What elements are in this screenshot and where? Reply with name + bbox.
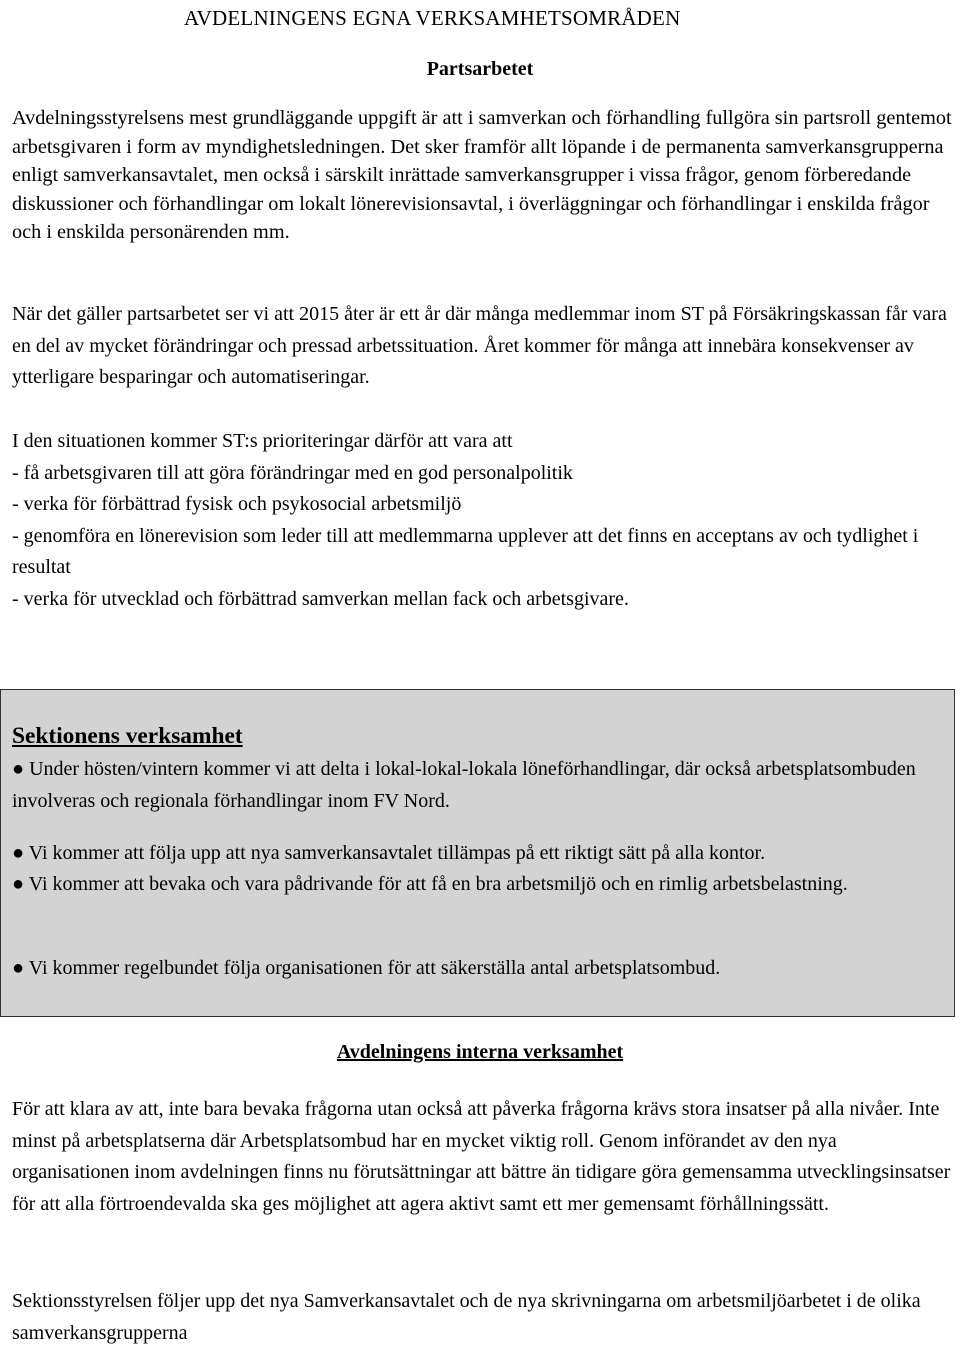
priority-item: - verka för förbättrad fysisk och psykosocial arbetsmiljö [12, 493, 462, 515]
partsarbetet-paragraph-2: När det gäller partsarbetet ser vi att 2015 åter är ett år där många medlemmar inom ST på Försäkringskassan får vara en del av mycket förändringar och pressad arbetssituation. Året kommer för många att innebära konsekvenser av ytterligare besparingar och automatiseringar. [12, 303, 947, 388]
priorities-intro: I den situationen kommer ST:s prioriteringar därför att vara att [12, 430, 513, 452]
interna-paragraph-2: Sektionsstyrelsen följer upp det nya Samverkansavtalet och de nya skrivningarna om arbetsmiljöarbetet i de olika samverkansgrupperna [12, 1290, 921, 1344]
sektionens-bullet: ● Vi kommer regelbundet följa organisationen för att säkerställa antal arbetsplatsombud. [12, 957, 721, 979]
interna-heading: Avdelningens interna verksamhet [336, 1041, 624, 1063]
sektionens-bullet: ● Vi kommer att bevaka och vara pådrivande för att få en bra arbetsmiljö och en rimlig arbetsbelastning. [12, 873, 848, 895]
partsarbetet-heading: Partsarbetet [426, 58, 534, 80]
priority-item: - verka för utvecklad och förbättrad samverkan mellan fack och arbetsgivare. [12, 587, 629, 610]
partsarbetet-paragraph-1: Avdelningsstyrelsens mest grundläggande uppgift är att i samverkan och förhandling fullgöra sin partsroll gentemot arbetsgivaren i form av myndighetsledningen. Det sker framför allt löpande i de permanenta samverkansgrupperna enligt samverkansavtalet, men också i särskilt inrättade samverkansgrupper i vissa frågor, genom förberedande diskussioner och förhandlingar om lokalt lönerevisionsavtal, i överläggningar och förhandlingar i enskilda frågor och i enskilda personärenden mm. [12, 107, 952, 243]
interna-paragraph-1: För att klara av att, inte bara bevaka frågorna utan också att påverka frågorna krävs stora insatser på alla nivåer. Inte minst på arbetsplatserna där Arbetsplatsombud har en mycket viktig roll. Genom införandet av den nya organisationen inom avdelningen finns nu förutsättningar att bättre än tidigare göra gemensamma utvecklingsinsatser för att alla förtroendevalda ska ges möjlighet att agera aktivt samt ett mer gemensamt förhållningssätt. [12, 1098, 951, 1215]
priority-item: - genomföra en lönerevision som leder till att medlemmarna upplever att det finns en acceptans av och tydlighet i resultat [12, 524, 919, 578]
priorities-block [12, 426, 952, 615]
sektionens-bullet: ● Vi kommer att följa upp att nya samverkansavtalet tillämpas på ett riktigt sätt på alla kontor. [12, 842, 766, 864]
sektionens-heading: Sektionens verksamhet [12, 723, 243, 749]
sektionens-bullet: ● Under hösten/vintern kommer vi att delta i lokal-lokal-lokala löneförhandlingar, där också arbetsplatsombuden involveras och regionala förhandlingar inom FV Nord. [12, 758, 916, 812]
page-title: AVDELNINGENS EGNA VERKSAMHETSOMRÅDEN [184, 6, 681, 30]
priority-item: - få arbetsgivaren till att göra förändringar med en god personalpolitik [12, 461, 573, 484]
